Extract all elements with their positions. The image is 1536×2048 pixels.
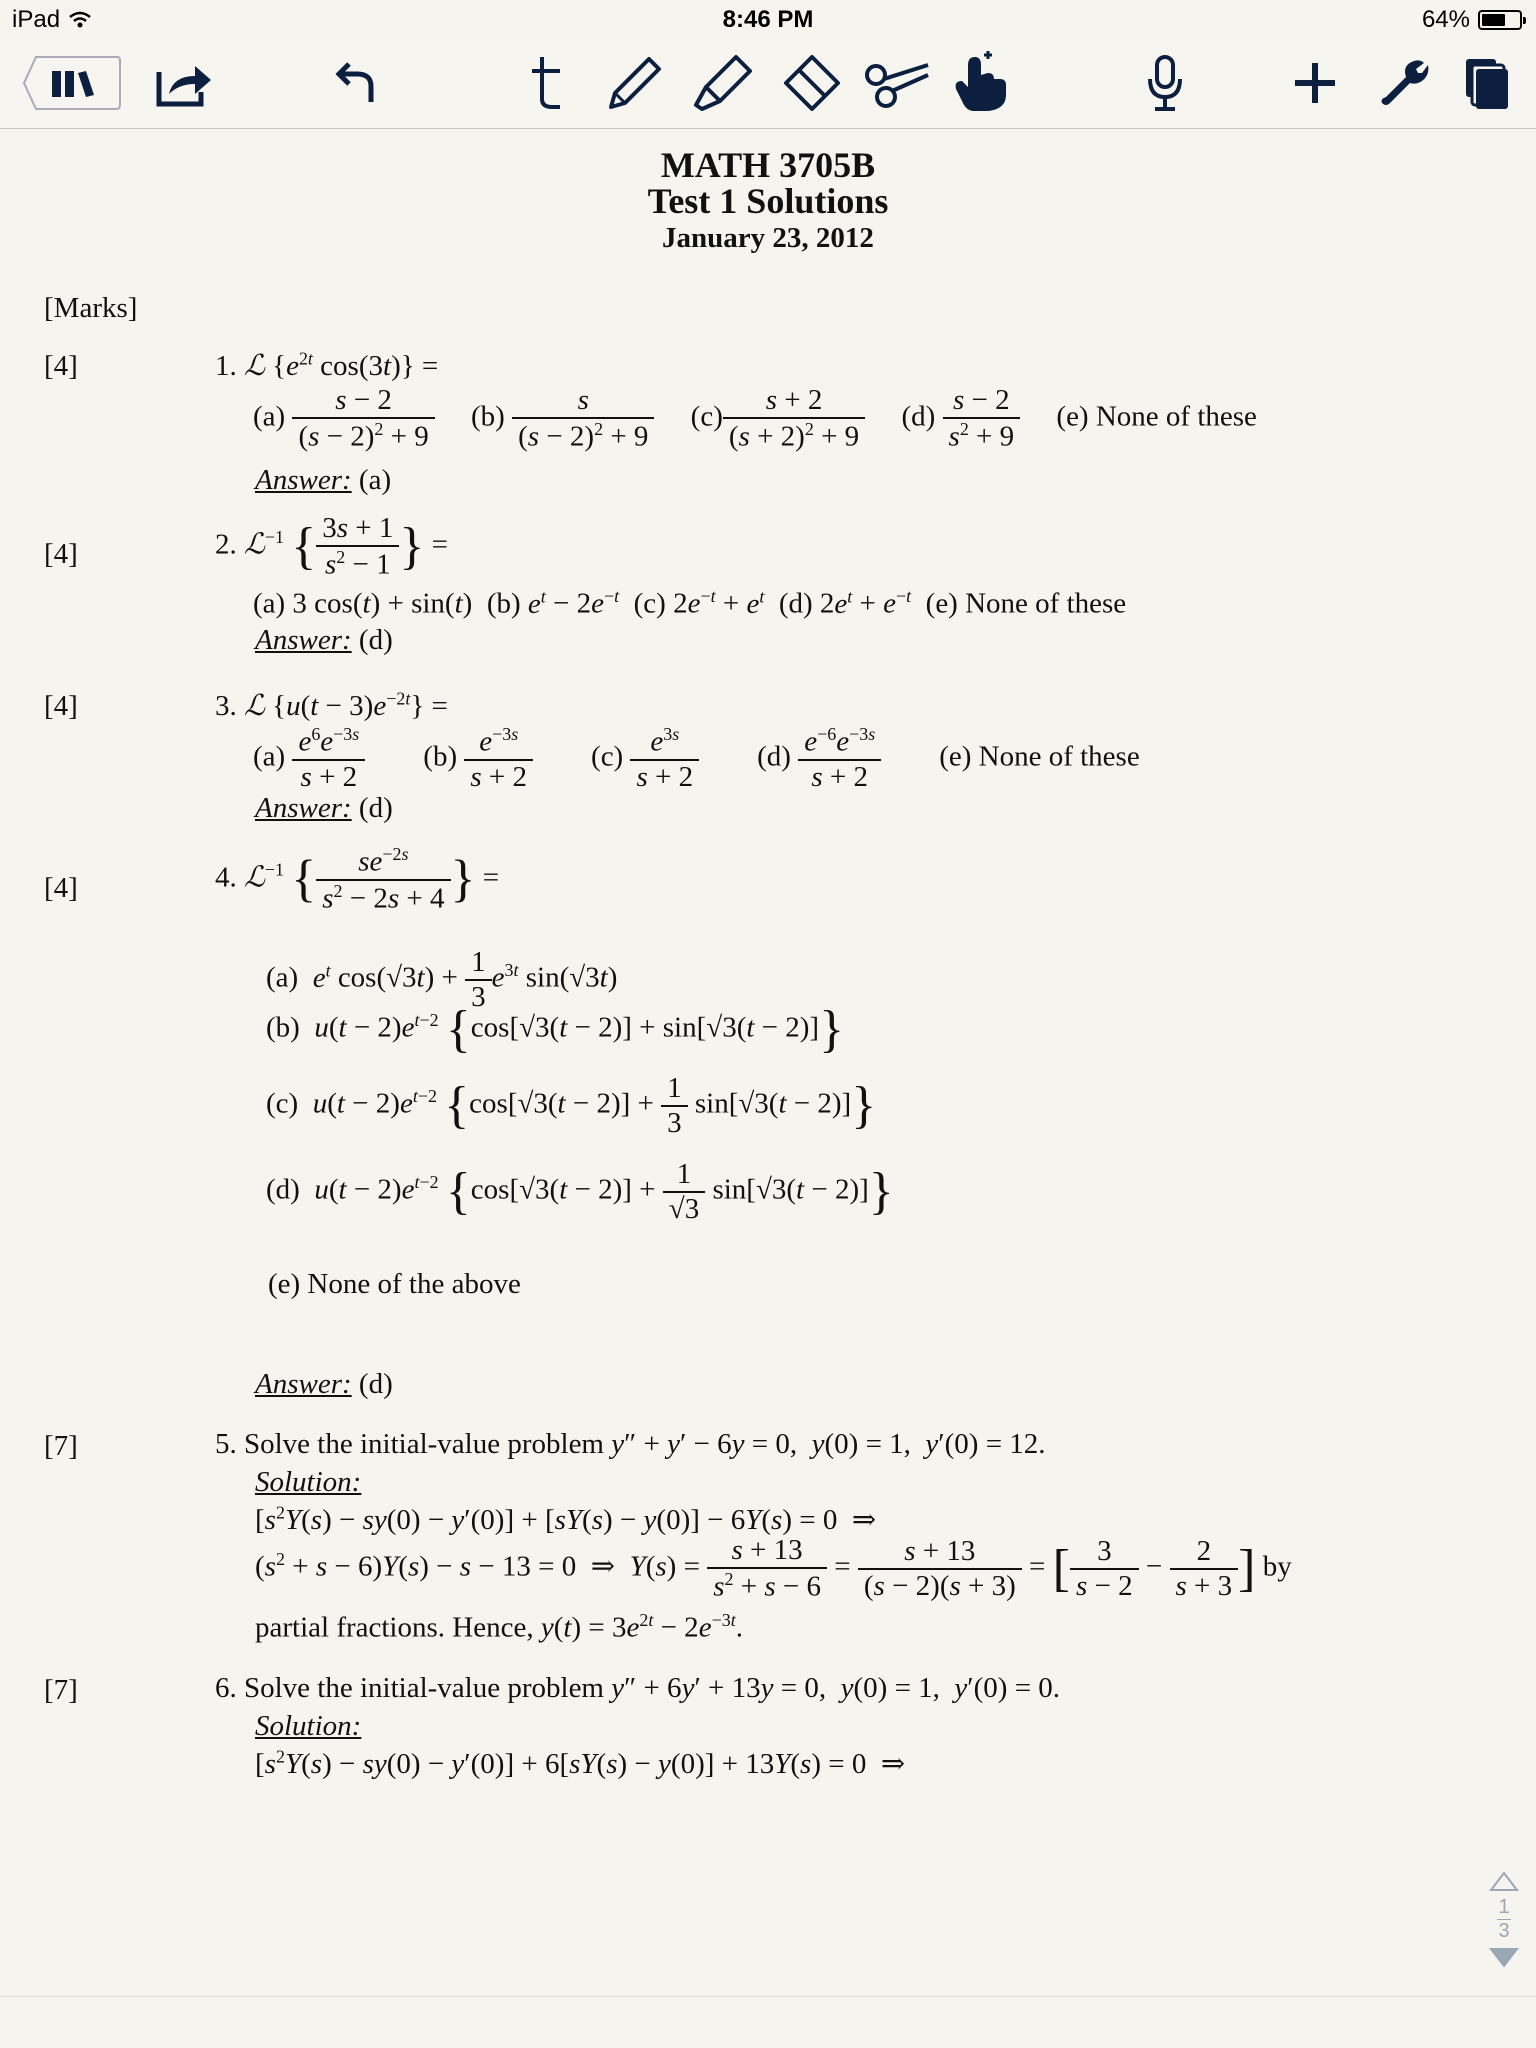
microphone-button[interactable] [1140,50,1190,116]
q4-option-c: (c) $u(t - 2)e^{t-2}$ {cos[√3(t − 2)] + $\frac{1}{3}$ sin[√3(t − 2)]} [266,1072,877,1139]
q4-option-e: (e) None of the above [268,1268,521,1300]
scissors-button[interactable] [862,50,932,116]
battery-percent: 64% [1421,6,1470,33]
doc-title: Test 1 Solutions [647,181,889,221]
hand-icon [948,51,1012,115]
q2-mark: [4] [44,538,78,570]
q5-solution-label [255,1466,361,1499]
device-name: iPad [12,6,61,33]
toolbar [0,40,1536,129]
q5-line1: $[s^2Y(s) - sy(0) - y'(0)] + [sY(s) - y(0)] - 6Y(s) = 0$ ⇒ [255,1502,877,1536]
q1-option-e: (e) None of these [1056,400,1257,433]
q3-answer-label: Answer: [255,792,352,824]
q6-number: 6. [215,1672,237,1704]
q1-options: (a) $\frac{s - 2}{(s - 2)^2 + 9}$ (b) $\frac{s}{(s - 2)^2 + 9}$ (c) $\frac{s + 2}{(s + 2)^2 + 9}$ (d) $\frac{s - 2}{s^2 + 9}$ (e) None of these [253,384,1257,453]
q5-number: 5. [215,1428,237,1460]
add-button[interactable] [1290,50,1340,116]
q1-number: 1. [215,350,237,382]
q3-options: (a) $\frac{e^6e^{-3s}}{s + 2}$ (b) $\frac{e^{-3s}}{s + 2}$ (c) $\frac{e^{3s}}{s + 2}$ (d) $\frac{e^{-6}e^{-3s}}{s + 2}$ (e) None of these [253,724,1140,793]
q6-stem: 6. Solve the initial-value problem y″ + 6y′ + 13y = 0, y(0) = 1, y′(0) = 0. [215,1672,1061,1704]
highlighter-button[interactable] [690,50,754,116]
page-total: 3 [1498,1920,1510,1942]
q4-option-a: (a) $e^t$ cos(√3t) + $\frac{1}{3}$ $e^{3t}$ sin(√3t) [266,946,618,1013]
marks-label: [Marks] [44,292,138,324]
battery-icon [1478,10,1522,30]
pen-icon [605,53,665,113]
page-current: 1 [1498,1896,1510,1918]
eraser-icon [778,53,842,113]
q5-stem: 5. Solve the initial-value problem y″ + y′ − 6y = 0, y(0) = 1, y′(0) = 12. [215,1428,1046,1460]
q3-mark: [4] [44,690,78,722]
q1-answer-label: Answer: [255,464,352,496]
q6-solution-text: Solution: [255,1710,362,1742]
status-time: 8:46 PM [722,6,814,33]
q6-solution-label [255,1710,361,1743]
q5-by: by [1262,1550,1292,1583]
q6-line1: $[s^2Y(s) - sy(0) - y'(0)] + 6[sY(s) - y(0)] + 13Y(s) = 0$ ⇒ [255,1746,906,1780]
q5-prompt: Solve the initial-value problem [244,1428,604,1460]
q2-stem: 2. ℒ$^{-1}$ { $\frac{3s + 1}{s^2 - 1}$ } = [215,512,448,581]
q3-stem: 3. ℒ $\{u(t - 3)e^{-2t}\}$ = [215,688,448,722]
undo-button[interactable] [330,50,386,116]
course-title: MATH 3705B [660,145,876,185]
q4-number: 4. [215,861,237,894]
q1-stem: 1. ℒ {$e^{2t}$ cos(3t)} = [215,348,439,382]
document-page [0,128,1536,1998]
q2-answer-value: (d) [358,624,393,656]
share-icon [155,58,215,108]
microphone-icon [1145,53,1185,113]
q5-solution-text: Solution: [255,1466,362,1498]
q6-prompt: Solve the initial-value problem [244,1672,604,1704]
eraser-button[interactable] [778,50,842,116]
pages-icon [1462,55,1514,111]
q2-number: 2. [215,528,237,561]
undo-icon [333,58,383,108]
q1-answer [255,464,391,497]
q1-answer-value: (a) [358,464,392,496]
library-button[interactable] [22,50,122,116]
text-tool-icon [528,53,568,113]
q3-option-e: (e) None of these [939,740,1140,773]
text-tool-button[interactable] [520,50,576,116]
pages-button[interactable] [1460,50,1516,116]
page-scroller[interactable] [1484,1870,1524,2000]
q5-line2: $(s^2 + s - 6)Y(s) - s - 13 = 0$ ⇒ Y(s) = $\frac{s + 13}{s^2 + s - 6}$ = $\frac{s + 13}{(s - 2)(s + 3)}$ = [ $\frac{3}{s - 2}$ − $\frac{2}{s + 3}$ ] by [255,1534,1292,1603]
q2-options: (a) 3 cos(t) + sin(t) (b) $e^t - 2e^{-t}$ (c) $2e^{-t} + e^t$ (d) $2e^t + e^{-t}$ (e) None of these [253,586,1127,620]
q2-option-e: (e) None of these [925,587,1127,620]
status-bar [0,0,1536,40]
q4-option-d: (d) $u(t - 2)e^{t-2}$ {cos[√3(t − 2)] + $\frac{1}{√3}$ sin[√3(t − 2)]} [266,1158,894,1225]
q6-mark: [7] [44,1674,78,1706]
q1-mark: [4] [44,350,78,382]
pen-button[interactable] [605,50,665,116]
q4-mark: [4] [44,872,78,904]
settings-button[interactable] [1374,50,1434,116]
q5-line3: partial fractions. Hence, $y(t) = 3e^{2t} - 2e^{-3t}$. [255,1610,743,1644]
q4-option-b: (b) $u(t - 2)e^{t-2}$ {cos[√3(t − 2)] + sin[√3(t − 2)]} [266,1001,845,1058]
hand-button[interactable] [948,50,1012,116]
q4-stem: 4. ℒ$^{-1}$ { $\frac{se^{-2s}}{s^2 - 2s + 4}$ } = [215,844,500,915]
q2-answer-label: Answer: [255,624,352,656]
page-down-icon[interactable] [1489,1947,1519,1969]
page-up-icon[interactable] [1489,1870,1519,1892]
wrench-icon [1378,57,1430,109]
q5-partial: partial fractions. Hence, [255,1611,534,1644]
q3-number: 3. [215,690,237,722]
q4-answer-label: Answer: [255,1368,352,1400]
q3-answer-value: (d) [358,792,393,824]
share-button[interactable] [155,50,215,116]
add-icon [1292,60,1338,106]
scissors-icon [862,53,932,113]
q2-answer [255,624,393,657]
q4-answer-value: (d) [358,1368,393,1400]
highlighter-icon [690,53,754,113]
q5-mark: [7] [44,1430,78,1462]
q3-answer [255,792,393,825]
bottom-divider [0,1996,1536,1997]
library-icon [22,55,122,111]
doc-date: January 23, 2012 [662,222,874,254]
q4-answer [255,1368,393,1401]
